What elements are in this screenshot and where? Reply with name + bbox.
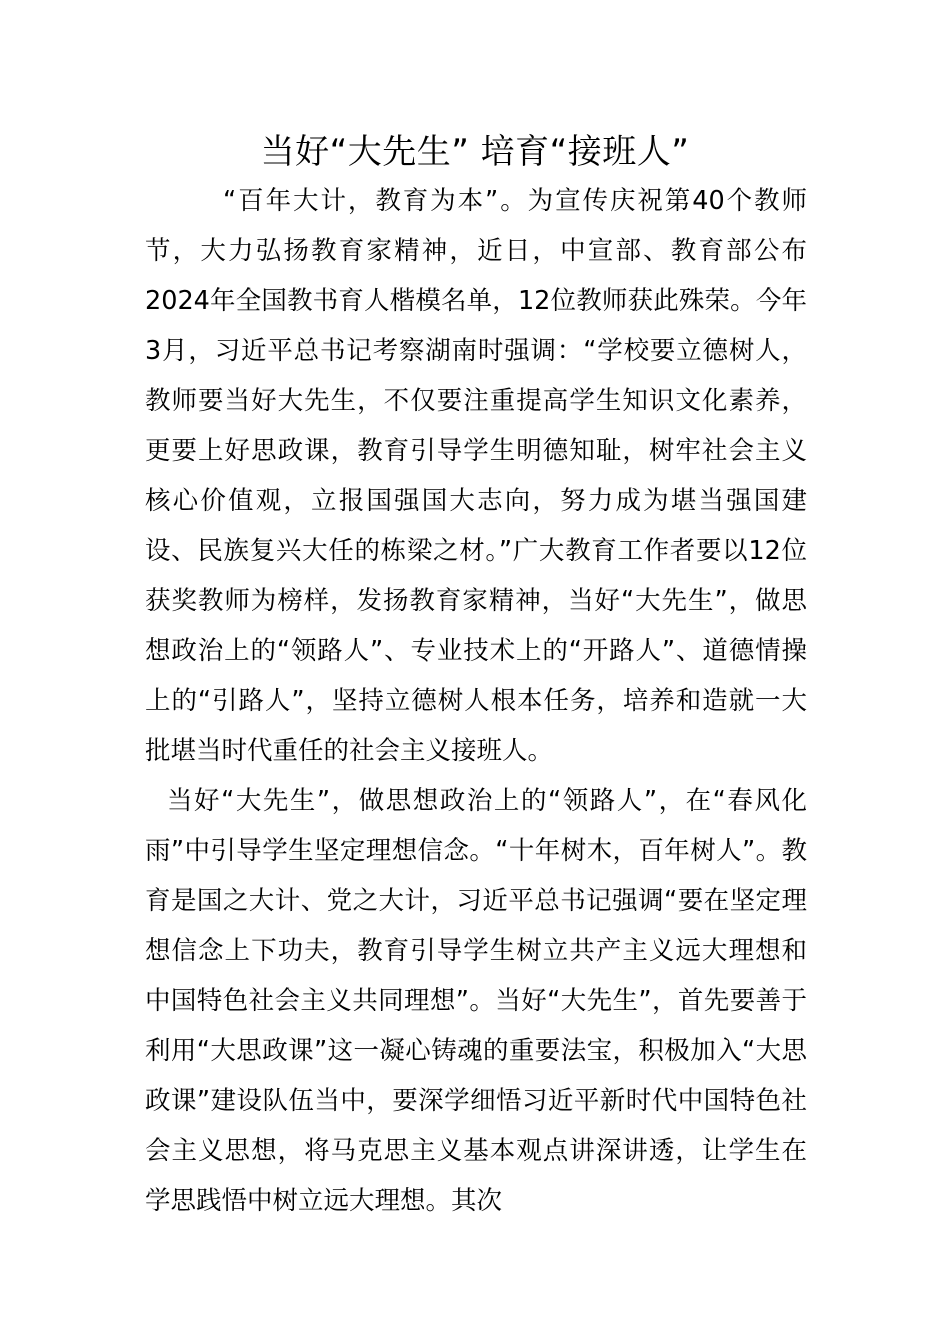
document-title: 当好“大先生” 培育“接班人”	[260, 132, 690, 172]
document-body	[145, 176, 807, 1226]
paragraph-leader: 当好“大先生”，做思想政治上的“领路人”，在“春风化雨”中引导学生坚定理想信念。“十年树木，百年树人”。教育是国之大计、党之大计，习近平总书记强调“要在坚定理想信念上下功夫，教育引导学生树立共产主义远大理想和中国特色社会主义共同理想”。当好“大先生”，首先要善于利用“大思政课”这一凝心铸魂的重要法宝，积极加入“大思政课”建设队伍当中，要深学细悟习近平新时代中国特色社会主义思想，将马克思主义基本观点讲深讲透，让学生在学思践悟中树立远大理想。其次	[145, 786, 807, 1216]
paragraph-intro: “百年大计，教育为本”。为宣传庆祝第40个教师节，大力弘扬教育家精神，近日，中宣部、教育部公布2024年全国教书育人楷模名单，12位教师获此殊荣。今年3月，习近平总书记考察湖南时强调：“学校要立德树人，教师要当好大先生，不仅要注重提高学生知识文化素养，更要上好思政课，教育引导学生明德知耻，树牢社会主义核心价值观，立报国强国大志向，努力成为堪当强国建设、民族复兴大任的栋梁之材。”广大教育工作者要以12位获奖教师为榜样，发扬教育家精神，当好“大先生”，做思想政治上的“领路人”、专业技术上的“开路人”、道德情操上的“引路人”，坚持立德树人根本任务，培养和造就一大批堪当时代重任的社会主义接班人。	[145, 186, 807, 766]
